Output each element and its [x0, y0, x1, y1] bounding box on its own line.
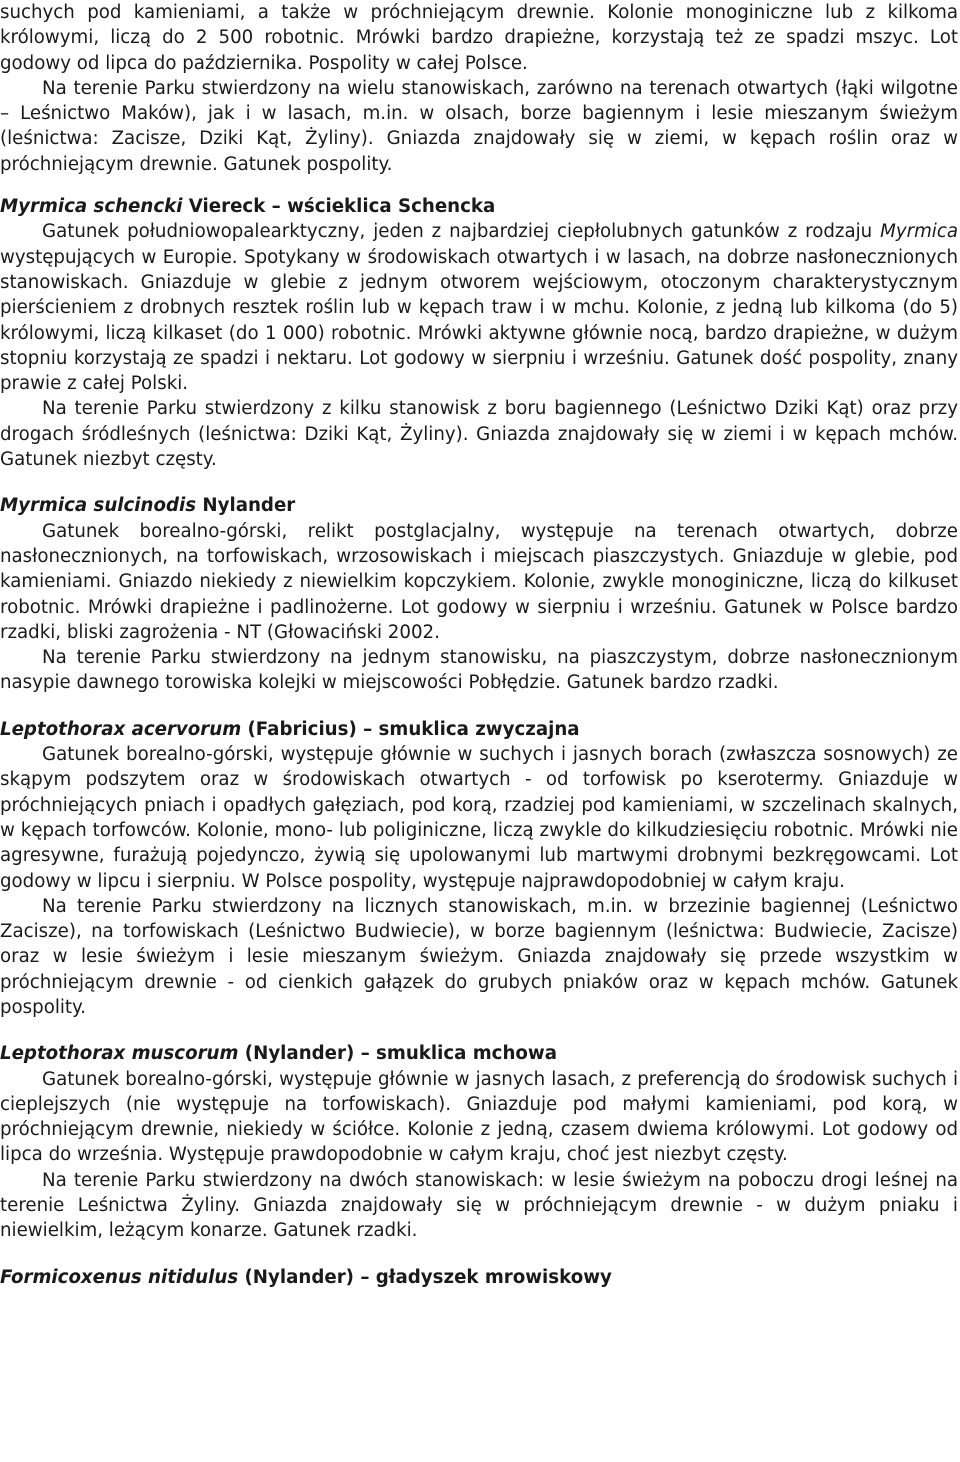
genus-name: Myrmica [880, 221, 958, 243]
species-heading-myrmica-sulcinodis [0, 493, 958, 518]
species-polish-name: smuklica zwyczajna [378, 718, 580, 740]
species-park-record: Na terenie Parku stwierdzony na jednym stanowisku, na piaszczystym, dobrze nasłonecznionym nasypie dawnego torowiska kolejki w miejscowości Pobłędzie. Gatunek bardzo rzadki. [0, 647, 958, 694]
species-park-record: Na terenie Parku stwierdzony z kilku stanowisk z boru bagiennego (Leśnictwo Dziki Kąt) oraz przy drogach śródleśnych (leśnictwa: Dziki Kąt, Żyliny). Gniazda znajdowały się w ziemi i w kępach mchów. Gatunek niezbyt częsty. [0, 398, 958, 471]
species-latin-name: Leptothorax acervorum [0, 718, 242, 740]
species-author: Viereck [188, 196, 266, 218]
species-latin-name: Myrmica sulcinodis [0, 495, 197, 517]
species-description: Gatunek borealno-górski, występuje głównie w jasnych lasach, z preferencją do środowisk suchych i cieplejszych (nie występuje na torfowiskach). Gniazduje pod małymi kamieniami, pod korą, w próchniejącym drewnie, niekiedy w ściółce. Kolonie z jedną, czasem dwiema królowymi. Lot godowy od lipca do września. Występuje prawdopodobnie w całym kraju, choć jest niezbyt częsty. [0, 1068, 958, 1166]
species-polish-name: smuklica mchowa [376, 1043, 557, 1065]
species-park-record: Na terenie Parku stwierdzony na dwóch stanowiskach: w lesie świeżym na poboczu drogi leśnej na terenie Leśnictwa Żyliny. Gniazda znajdowały się w próchniejącym drewnie - w dużym pniaku i niewielkim, leżącym konarze. Gatunek rzadki. [0, 1169, 958, 1242]
species-heading-myrmica-schencki: Myrmica schencki Viereck – wścieklica Schencka [0, 196, 496, 218]
species-latin-name: Myrmica schencki [0, 196, 183, 218]
species-author: (Nylander) [244, 1043, 355, 1065]
paragraph-park-record: Na terenie Parku stwierdzony na wielu stanowiskach, zarówno na terenach otwartych (łąki wilgotne – Leśnictwo Maków), jak i w lasach, m.in. w olsach, borze bagiennym i lesie mieszanym świeżym (leśnictwa: Zacisze, Dziki Kąt, Żyliny). Gniazda znajdowały się w ziemi, w kępach roślin oraz w próchniejącym drewnie. Gatunek pospolity. [0, 77, 958, 175]
species-description: Gatunek borealno-górski, relikt postglacjalny, występuje na terenach otwartych, dobrze nasłonecznionych, na torfowiskach, wrzosowiskach i miejscach piaszczystych. Gniazduje w glebie, pod kamieniami. Gniazdo niekiedy z niewielkim kopczykiem. Kolonie, zwykle monoginiczne, liczą do kilkuset robotnic. Mrówki drapieżne i padlinożerne. Lot godowy w sierpniu i wrześniu. Gatunek w Polsce bardzo rzadki, bliski zagrożenia - NT (Głowaciński 2002. [0, 520, 958, 643]
species-park-record: Na terenie Parku stwierdzony na licznych stanowiskach, m.in. w brzezinie bagiennej (Leśnictwo Zacisze), na torfowiskach (Leśnictwo Budwiecie), w borze bagiennym (leśnictwa: Budwiecie, Zacisze) oraz w lesie świeżym i lesie mieszanym świeżym. Gniazda znajdowały się przede wszystkim w próchniejącym drewnie - od cienkich gałązek do grubych pniaków oraz w kępach mchów. Gatunek pospolity. [0, 895, 958, 1018]
species-author: Nylander [202, 495, 296, 517]
paragraph-continuation: suchych pod kamieniami, a także w próchniejącym drewnie. Kolonie monoginiczne lub z kilkoma królowymi, liczą do 2 500 robotnic. Mrówki bardzo drapieżne, korzystają też ze spadzi mszyc. Lot godowy od lipca do października. Pospolity w całej Polsce. [0, 2, 958, 74]
species-latin-name: Leptothorax muscorum [0, 1043, 239, 1065]
species-heading-formicoxenus-nitidulus: Formicoxenus nitidulus (Nylander) – gładyszek mrowiskowy [0, 1266, 612, 1288]
species-description: Gatunek borealno-górski, występuje głównie w suchych i jasnych borach (zwłaszcza sosnowych) ze skąpym podszytem oraz w środowiskach otwartych - od torfowisk po kserotermy. Gniazduje w próchniejących pniach i opadłych gałęziach, pod korą, rzadziej pod kamieniami, w szczelinach skalnych, w kępach torfowców. Kolonie, mono- lub poliginiczne, liczą zwykle do kilkudziesięciu robotnic. Mrówki nie agresywne, furażują pojedynczo, żywią się upolowanymi lub martwymi drobnymi bezkręgowcami. Lot godowy w lipcu i sierpniu. W Polsce pospolity, występuje najprawdopodobniej w całym kraju. [0, 744, 958, 892]
species-author: (Nylander) [244, 1266, 354, 1288]
species-polish-name: wścieklica Schencka [287, 196, 496, 218]
species-latin-name: Formicoxenus nitidulus [0, 1266, 239, 1288]
species-heading-leptothorax-acervorum: Leptothorax acervorum (Fabricius) – smuklica zwyczajna [0, 718, 580, 740]
species-author: (Fabricius) [247, 718, 357, 740]
species-polish-name: gładyszek mrowiskowy [375, 1266, 612, 1288]
species-heading-leptothorax-muscorum: Leptothorax muscorum (Nylander) – smuklica mchowa [0, 1043, 557, 1065]
species-description: Gatunek południowopalearktyczny, jeden z najbardziej ciepłolubnych gatunków z rodzaju Myrmica występujących w Europie. Spotykany w środowiskach otwartych i w lasach, na dobrze nasłonecznionych stanowiskach. Gniazduje w glebie z jednym otworem wejściowym, otoczonym charakterystycznym pierścieniem z drobnych resztek roślin lub w kępach traw i w mchu. Kolonie, z jedną lub kilkoma (do 5) królowymi, liczą kilkaset (do 1 000) robotnic. Mrówki aktywne głównie nocą, bardzo drapieżne, w dużym stopniu korzystają ze spadzi i nektaru. Lot godowy w sierpniu i wrześniu. Gatunek dość pospolity, znany prawie z całej Polski. [0, 221, 958, 395]
